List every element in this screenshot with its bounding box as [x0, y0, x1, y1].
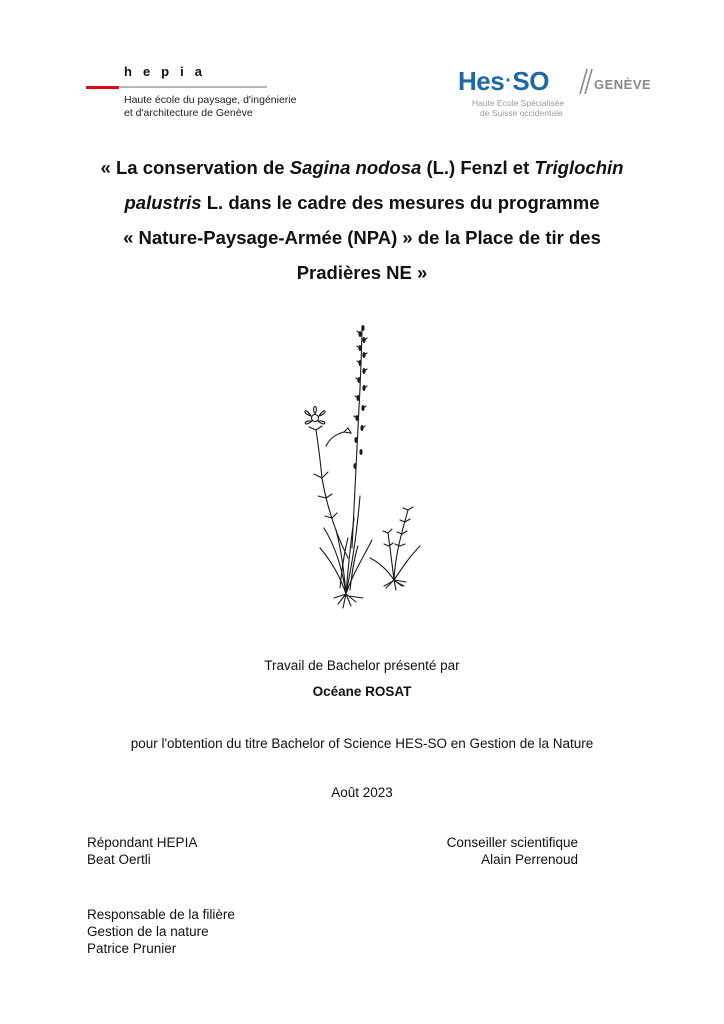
hesso-slashes-icon	[570, 66, 596, 96]
hepia-tagline-1: Haute école du paysage, d'ingénierie	[124, 94, 297, 106]
submission-date: Août 2023	[331, 785, 393, 800]
title-text-3: L. dans le cadre des mesures du programme	[201, 192, 600, 213]
program-head-role-1: Responsable de la filière	[87, 907, 235, 922]
title-species-1: Sagina nodosa	[289, 157, 422, 178]
hesso-city: GENÈVE	[594, 77, 652, 92]
title-text-4: « Nature-Paysage-Armée (NPA) » de la Place de tir des	[123, 227, 601, 248]
title-species-2-genus: Triglochin	[534, 157, 624, 178]
scientific-advisor	[420, 834, 578, 868]
advisor-role: Conseiller scientifique	[446, 835, 578, 850]
respondent-role: Répondant HEPIA	[87, 835, 198, 850]
hepia-tagline-2: et d'architecture de Genève	[124, 107, 253, 119]
hesso-so: SO	[512, 66, 549, 96]
program-head	[87, 906, 235, 957]
hepia-rule	[119, 86, 267, 88]
degree-statement: pour l'obtention du titre Bachelor of Science HES-SO en Gestion de la Nature	[130, 736, 594, 751]
hepia-accent-bar	[86, 86, 119, 89]
program-head-role-2: Gestion de la nature	[87, 924, 209, 939]
author-name: Océane ROSAT	[312, 684, 412, 699]
hesso-dot: ·	[505, 70, 512, 92]
hesso-wordmark	[458, 66, 549, 97]
plant-illustration	[296, 318, 424, 614]
hesso-logo	[458, 66, 652, 122]
title-text-2: (L.) Fenzl et	[421, 157, 535, 178]
program-head-name: Patrice Prunier	[87, 941, 177, 956]
hepia-wordmark: hepia	[124, 64, 213, 79]
hesso-subtitle-1: Haute Ecole Spécialisée	[472, 98, 565, 108]
work-type: Travail de Bachelor présenté par	[264, 658, 460, 673]
hepia-logo	[86, 62, 296, 122]
title-text-5: Pradières NE »	[296, 262, 428, 283]
hepia-respondent	[87, 834, 197, 868]
advisor-name: Alain Perrenoud	[481, 852, 578, 867]
respondent-name: Beat Oertli	[87, 852, 151, 867]
title-species-2-epithet: palustris	[124, 192, 202, 213]
hesso-subtitle-2: de Suisse occidentale	[480, 108, 563, 118]
hesso-hes: Hes	[458, 66, 505, 96]
title-text-1: « La conservation de	[100, 157, 290, 178]
document-title	[60, 150, 664, 290]
